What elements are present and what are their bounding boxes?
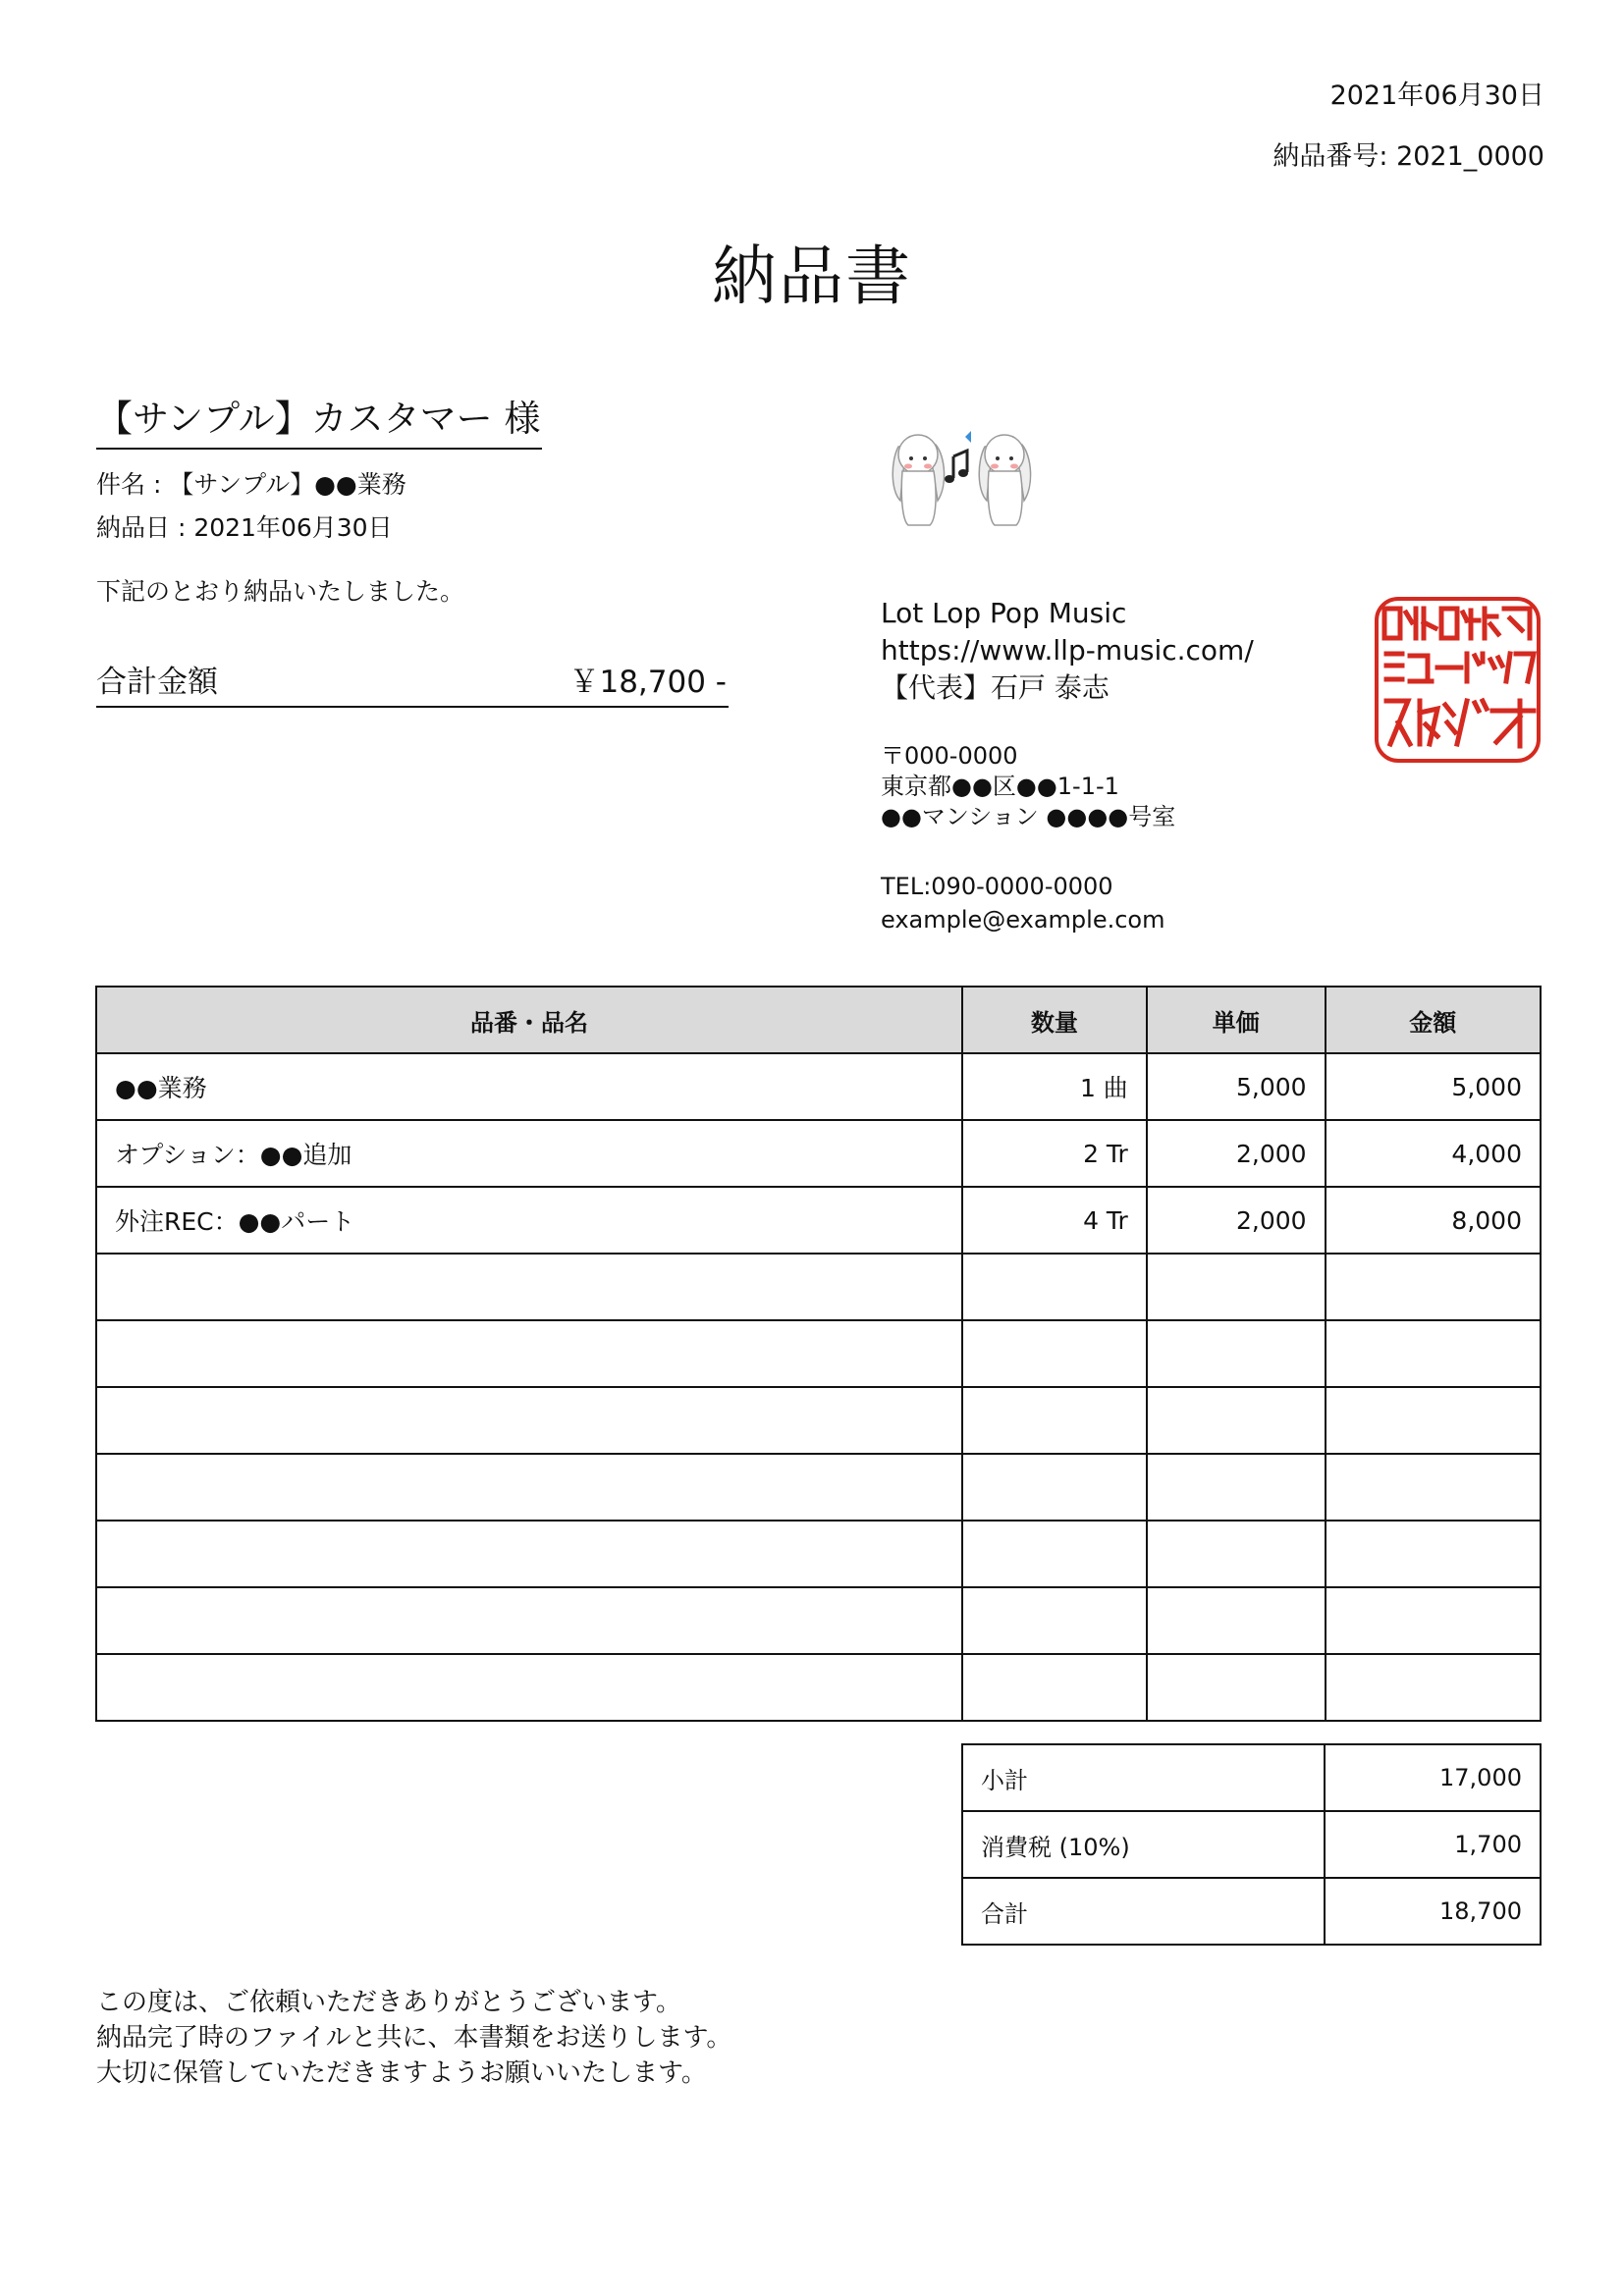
item-name [96, 1387, 962, 1454]
item-name [96, 1654, 962, 1721]
tax-label: 消費税 (10%) [962, 1811, 1325, 1878]
subject-line: 件名 : 【サンプル】●●業務 [96, 470, 406, 499]
item-name [96, 1521, 962, 1587]
address-line-2: ●●マンション ●●●●号室 [881, 803, 1176, 830]
header-unit-price: 単価 [1147, 987, 1326, 1053]
table-row [96, 1254, 1541, 1320]
item-qty [962, 1587, 1147, 1654]
company-tel: TEL:090-0000-0000 [881, 873, 1113, 900]
closing-message [96, 1985, 731, 2091]
item-amount [1326, 1587, 1541, 1654]
closing-line-3: 大切に保管していただきますようお願いいたします。 [96, 2058, 707, 2088]
item-name [96, 1320, 962, 1387]
grand-total-label: 合計 [962, 1878, 1325, 1945]
delivery-date: 納品日 : 2021年06月30日 [96, 513, 393, 542]
company-contact [881, 870, 1165, 936]
item-amount: 4,000 [1326, 1120, 1541, 1187]
delivery-number [1272, 134, 1544, 173]
item-qty [962, 1387, 1147, 1454]
item-price: 2,000 [1147, 1120, 1326, 1187]
item-price: 2,000 [1147, 1187, 1326, 1254]
item-amount: 8,000 [1326, 1187, 1541, 1254]
item-qty [962, 1454, 1147, 1521]
table-row [96, 1320, 1541, 1387]
table-row [96, 1187, 1541, 1254]
item-price [1147, 1320, 1326, 1387]
postal-code: 〒000-0000 [881, 742, 1018, 770]
table-row [96, 1654, 1541, 1721]
company-name: Lot Lop Pop Music [881, 597, 1127, 629]
company-representative: 【代表】石戸 泰志 [881, 671, 1110, 704]
company-address [881, 741, 1175, 832]
item-price [1147, 1521, 1326, 1587]
item-amount [1326, 1387, 1541, 1454]
header-item-name: 品番・品名 [96, 987, 962, 1053]
table-row [96, 1387, 1541, 1454]
tax-value: 1,700 [1325, 1811, 1541, 1878]
mascot-bunnies-icon [889, 417, 1036, 530]
header-amount: 金額 [1326, 987, 1541, 1053]
delivery-number-label: 納品番号: [1272, 141, 1397, 172]
item-price [1147, 1454, 1326, 1521]
tax-row [962, 1811, 1541, 1878]
item-name [96, 1587, 962, 1654]
item-qty [962, 1320, 1147, 1387]
item-qty: 1 曲 [962, 1053, 1147, 1120]
company-email[interactable]: example@example.com [881, 906, 1165, 934]
grand-total-row [962, 1878, 1541, 1945]
delivery-number-value: 2021_0000 [1396, 141, 1544, 172]
item-price: 5,000 [1147, 1053, 1326, 1120]
table-row [96, 1120, 1541, 1187]
item-qty: 2 Tr [962, 1120, 1147, 1187]
subtotal-row [962, 1744, 1541, 1811]
delivery-message: 下記のとおり納品いたしました。 [96, 577, 465, 606]
item-name [96, 1254, 962, 1320]
item-amount [1326, 1254, 1541, 1320]
subtotal-value: 17,000 [1325, 1744, 1541, 1811]
company-url[interactable]: https://www.llp-music.com/ [881, 634, 1254, 667]
item-qty [962, 1254, 1147, 1320]
item-amount [1326, 1320, 1541, 1387]
item-name: オプション：●●追加 [96, 1120, 962, 1187]
table-header-row [96, 987, 1541, 1053]
customer-name: 【サンプル】カスタマー 様 [96, 389, 542, 450]
item-name [96, 1454, 962, 1521]
subtotal-label: 小計 [962, 1744, 1325, 1811]
summary-table [961, 1743, 1542, 1946]
total-amount-box [96, 653, 729, 708]
closing-line-2: 納品完了時のファイルと共に、本書類をお送りします。 [96, 2023, 732, 2053]
item-amount: 5,000 [1326, 1053, 1541, 1120]
item-price [1147, 1587, 1326, 1654]
item-price [1147, 1387, 1326, 1454]
closing-line-1: この度は、ご依頼いただきありがとうございます。 [96, 1988, 681, 2017]
address-line-1: 東京都●●区●●1-1-1 [881, 773, 1119, 800]
total-amount-value: ￥18,700 - [568, 665, 727, 700]
item-qty [962, 1654, 1147, 1721]
item-amount [1326, 1521, 1541, 1587]
total-amount-label: 合計金額 [96, 665, 218, 700]
items-table [95, 986, 1542, 1722]
company-info [881, 595, 1254, 707]
table-row [96, 1521, 1541, 1587]
table-row [96, 1454, 1541, 1521]
issue-date: 2021年06月30日 [1329, 80, 1544, 111]
item-amount [1326, 1454, 1541, 1521]
item-price [1147, 1254, 1326, 1320]
item-name: ●●業務 [96, 1053, 962, 1120]
item-price [1147, 1654, 1326, 1721]
company-seal-stamp-icon [1373, 595, 1543, 765]
item-name: 外注REC：●●パート [96, 1187, 962, 1254]
item-qty [962, 1521, 1147, 1587]
header-quantity: 数量 [962, 987, 1147, 1053]
grand-total-value: 18,700 [1325, 1878, 1541, 1945]
document-title: 納品書 [712, 239, 912, 314]
item-amount [1326, 1654, 1541, 1721]
table-row [96, 1053, 1541, 1120]
item-qty: 4 Tr [962, 1187, 1147, 1254]
table-row [96, 1587, 1541, 1654]
